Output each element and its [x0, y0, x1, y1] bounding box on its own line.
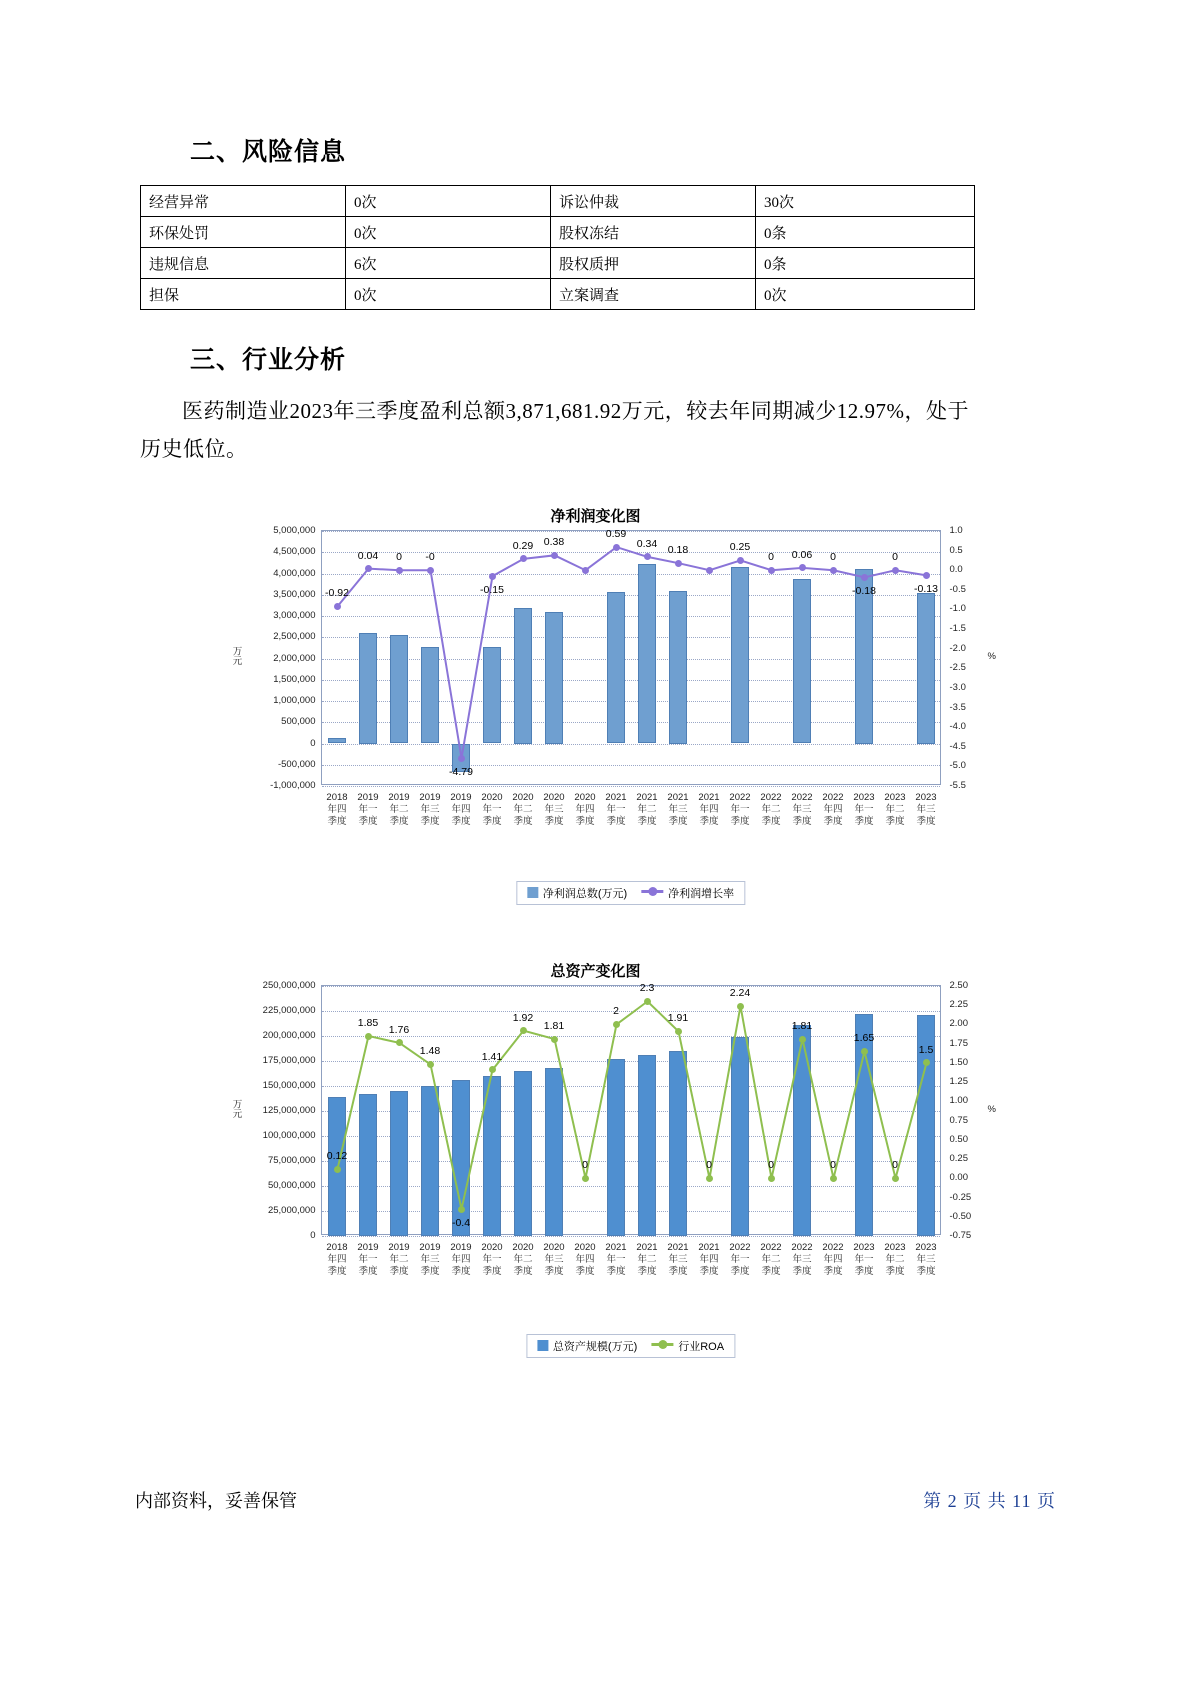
data-label: 0.06 [791, 548, 813, 561]
y-axis-tick-right: 2.50 [949, 980, 968, 991]
y-axis-tick-right: 0.50 [949, 1133, 968, 1145]
data-point [520, 1027, 527, 1034]
x-axis-tick: 2021年一季度 [605, 792, 627, 827]
data-point [334, 1166, 341, 1173]
y-axis-tick-left: 75,000,000 [267, 1155, 316, 1166]
data-label: 0 [582, 1159, 588, 1172]
y-axis-tick-right: 0.00 [949, 1172, 968, 1184]
x-axis-tick: 2019年四季度 [450, 1242, 472, 1277]
data-label: 1.76 [388, 1023, 410, 1036]
data-label: 1.5 [918, 1043, 934, 1056]
x-axis-tick: 2020年三季度 [543, 792, 565, 827]
data-label: 0.29 [512, 539, 534, 552]
data-label: 0 [892, 551, 898, 564]
data-label: 0 [892, 1159, 898, 1172]
data-point [334, 603, 341, 610]
x-axis-tick: 2021年二季度 [636, 1242, 658, 1277]
x-axis-tick: 2023年三季度 [915, 1242, 937, 1277]
chart-net-profit [0, 505, 1191, 900]
table-cell: 担保 [141, 279, 346, 310]
y-axis-tick-left: 2,000,000 [273, 652, 316, 664]
data-point [768, 567, 775, 574]
data-label: 0 [830, 1159, 836, 1172]
x-axis-tick: 2020年二季度 [512, 1242, 534, 1277]
x-axis-tick: 2020年四季度 [574, 1242, 596, 1277]
data-point [427, 1061, 434, 1068]
y-axis-title-left: 万元 [230, 1098, 242, 1118]
table-cell: 6次 [345, 248, 550, 279]
y-axis-tick-right: -3.0 [949, 681, 966, 693]
y-axis-tick-right: -2.0 [949, 642, 966, 654]
data-point [799, 1036, 806, 1043]
data-point [644, 553, 651, 560]
y-axis-tick-left: 0 [310, 737, 316, 749]
table-cell: 诉讼仲裁 [550, 186, 755, 217]
y-axis-tick-left: 1,500,000 [273, 673, 316, 685]
y-axis-tick-left: 2,500,000 [273, 631, 316, 643]
table-cell: 0条 [755, 217, 974, 248]
section-title-industry: 三、行业分析 [190, 346, 347, 374]
y-axis-tick-right: -1.5 [949, 623, 966, 635]
table-row [141, 186, 975, 217]
legend-line-swatch [641, 890, 663, 893]
data-label: -0.15 [480, 584, 504, 597]
data-point [551, 1036, 558, 1043]
legend-label-bar: 净利润总数(万元) [542, 888, 628, 900]
x-axis-tick: 2021年四季度 [698, 792, 720, 827]
x-axis-tick: 2022年二季度 [760, 1242, 782, 1277]
legend-line-swatch [651, 1343, 673, 1346]
data-label: -4.79 [449, 766, 473, 779]
x-axis-tick: 2021年三季度 [667, 792, 689, 827]
data-label: 0 [768, 551, 774, 564]
legend-bar-swatch [537, 1340, 548, 1351]
data-label: 0.25 [729, 541, 751, 554]
data-point [613, 1021, 620, 1028]
table-cell: 经营异常 [141, 186, 346, 217]
y-axis-tick-right: -5.0 [949, 760, 966, 772]
x-axis-tick: 2019年一季度 [357, 1242, 379, 1277]
data-point [458, 1206, 465, 1213]
legend-bar-swatch [527, 887, 538, 898]
data-label: 0.59 [605, 528, 627, 541]
legend-label-bar: 总资产规模(万元) [552, 1341, 638, 1353]
data-label: -0 [425, 551, 435, 564]
legend-label-line: 净利润增长率 [668, 888, 735, 900]
data-label: 0.34 [636, 537, 658, 550]
chart-legend [516, 881, 745, 905]
x-axis-tick: 2022年一季度 [729, 792, 751, 827]
data-point [675, 1028, 682, 1035]
x-axis-tick: 2022年三季度 [791, 1242, 813, 1277]
data-point [396, 567, 403, 574]
y-axis-tick-right: 1.00 [949, 1095, 968, 1107]
y-axis-tick-right: -5.5 [949, 780, 966, 791]
y-axis-tick-right: 2.00 [949, 1018, 968, 1030]
data-point [892, 567, 899, 574]
table-cell: 立案调查 [550, 279, 755, 310]
table-cell: 违规信息 [141, 248, 346, 279]
data-label: 0 [830, 551, 836, 564]
x-axis-tick: 2023年一季度 [853, 1242, 875, 1277]
table-cell: 30次 [755, 186, 974, 217]
table-row [141, 217, 975, 248]
table-row [141, 248, 975, 279]
y-axis-tick-right: 0.75 [949, 1114, 968, 1126]
y-axis-tick-right: 0.0 [949, 564, 963, 576]
data-label: 2 [613, 1005, 619, 1018]
x-axis-tick: 2022年一季度 [729, 1242, 751, 1277]
line-series [322, 531, 942, 786]
x-axis-tick: 2020年二季度 [512, 792, 534, 827]
y-axis-tick-right: -3.5 [949, 701, 966, 713]
industry-paragraph: 医药制造业2023年三季度盈利总额3,871,681.92万元，较去年同期减少12.97%，处于历史低位。 [140, 399, 969, 461]
y-axis-tick-right: -0.50 [949, 1210, 972, 1222]
data-label: -0.18 [852, 585, 876, 598]
x-axis-tick: 2022年四季度 [822, 1242, 844, 1277]
plot-area [230, 525, 996, 900]
legend-label-line: 行业ROA [678, 1341, 725, 1353]
x-axis-tick: 2023年二季度 [884, 1242, 906, 1277]
y-axis-tick-left: 175,000,000 [262, 1055, 316, 1066]
data-point [830, 1175, 837, 1182]
data-point [396, 1039, 403, 1046]
data-label: 0 [396, 551, 402, 564]
x-axis-tick: 2019年二季度 [388, 1242, 410, 1277]
table-cell: 股权冻结 [550, 217, 755, 248]
data-point [706, 567, 713, 574]
y-axis-tick-left: 500,000 [281, 716, 316, 728]
chart-legend [526, 1334, 735, 1358]
x-axis-tick: 2023年二季度 [884, 792, 906, 827]
y-axis-tick-left: -500,000 [277, 758, 316, 770]
x-axis-tick: 2021年二季度 [636, 792, 658, 827]
data-label: -0.13 [914, 583, 938, 596]
data-label: 0.12 [326, 1150, 348, 1163]
data-label: 1.92 [512, 1011, 534, 1024]
data-point [458, 755, 465, 762]
y-axis-tick-right: 0.25 [949, 1153, 968, 1165]
footer-left-text: 内部资料，妥善保管 [135, 1491, 297, 1511]
y-axis-tick-right: -0.5 [949, 583, 966, 595]
y-axis-tick-left: 0 [310, 1230, 316, 1241]
y-axis-tick-left: 125,000,000 [262, 1105, 316, 1116]
x-axis-tick: 2021年四季度 [698, 1242, 720, 1277]
y-axis-tick-left: 4,500,000 [273, 546, 316, 558]
data-point [551, 552, 558, 559]
data-label: -0.4 [451, 1217, 471, 1230]
table-row [141, 279, 975, 310]
y-axis-tick-right: 2.25 [949, 999, 968, 1011]
x-axis-tick: 2022年四季度 [822, 792, 844, 827]
y-axis-tick-right: 1.50 [949, 1056, 968, 1068]
data-point [830, 567, 837, 574]
data-point [923, 1059, 930, 1066]
data-point [768, 1175, 775, 1182]
gridline [322, 786, 940, 787]
data-point [613, 544, 620, 551]
y-axis-tick-left: 1,000,000 [273, 695, 316, 706]
data-point [489, 1066, 496, 1073]
data-point [675, 560, 682, 567]
data-point [520, 555, 527, 562]
x-axis-tick: 2023年一季度 [853, 792, 875, 827]
y-axis-tick-right: -4.5 [949, 740, 966, 752]
x-axis-tick: 2020年三季度 [543, 1242, 565, 1277]
data-label: -0.92 [325, 587, 349, 600]
x-axis-tick: 2021年一季度 [605, 1242, 627, 1277]
y-axis-tick-right: -0.75 [949, 1230, 972, 1241]
x-axis-tick: 2018年四季度 [326, 1242, 348, 1277]
data-label: 1.48 [419, 1045, 441, 1058]
y-axis-tick-right: 1.0 [949, 525, 963, 536]
data-point [582, 567, 589, 574]
gridline [322, 1236, 940, 1237]
x-axis-tick: 2019年一季度 [357, 792, 379, 827]
data-point [582, 1175, 589, 1182]
y-axis-tick-right: 0.5 [949, 544, 963, 556]
table-cell: 0条 [755, 248, 974, 279]
data-point [861, 574, 868, 581]
y-axis-tick-left: 3,500,000 [273, 588, 316, 600]
x-axis-tick: 2018年四季度 [326, 792, 348, 827]
data-label: 0.18 [667, 544, 689, 557]
data-label: 0 [706, 1159, 712, 1172]
y-axis-tick-right: 1.75 [949, 1037, 968, 1049]
table-cell: 0次 [345, 279, 550, 310]
y-axis-tick-left: 25,000,000 [267, 1205, 316, 1216]
y-axis-tick-left: 4,000,000 [273, 567, 316, 579]
x-axis-tick: 2019年三季度 [419, 1242, 441, 1277]
x-axis-tick: 2021年三季度 [667, 1242, 689, 1277]
data-point [892, 1175, 899, 1182]
data-point [365, 565, 372, 572]
y-axis-title-right: % [987, 650, 996, 662]
y-axis-tick-left: 225,000,000 [262, 1005, 316, 1016]
data-label: 1.81 [543, 1020, 565, 1033]
table-cell: 0次 [345, 186, 550, 217]
risk-info-table [140, 185, 975, 310]
data-label: 1.91 [667, 1012, 689, 1025]
x-axis-tick: 2022年二季度 [760, 792, 782, 827]
section-title-risk: 二、风险信息 [190, 138, 347, 166]
table-cell: 环保处罚 [141, 217, 346, 248]
data-label: 1.65 [853, 1032, 875, 1045]
table-cell: 股权质押 [550, 248, 755, 279]
data-point [706, 1175, 713, 1182]
y-axis-tick-left: 100,000,000 [262, 1130, 316, 1141]
table-cell: 0次 [755, 279, 974, 310]
y-axis-tick-left: -1,000,000 [270, 780, 316, 791]
x-axis-tick: 2023年三季度 [915, 792, 937, 827]
data-label: 1.81 [791, 1020, 813, 1033]
data-point [737, 1003, 744, 1010]
data-point [923, 572, 930, 579]
data-point [427, 567, 434, 574]
y-axis-tick-left: 50,000,000 [267, 1180, 316, 1191]
data-point [861, 1048, 868, 1055]
data-point [737, 557, 744, 564]
plot-area [230, 980, 996, 1353]
y-axis-tick-left: 200,000,000 [262, 1030, 316, 1041]
line-series [322, 986, 942, 1236]
y-axis-tick-left: 250,000,000 [262, 980, 316, 991]
x-axis-tick: 2019年二季度 [388, 792, 410, 827]
y-axis-tick-right: -0.25 [949, 1191, 972, 1203]
x-axis-tick: 2022年三季度 [791, 792, 813, 827]
y-axis-tick-left: 150,000,000 [262, 1080, 316, 1091]
y-axis-tick-left: 5,000,000 [273, 525, 316, 536]
x-axis-tick: 2020年一季度 [481, 792, 503, 827]
table-cell: 0次 [345, 217, 550, 248]
data-label: 2.24 [729, 987, 751, 999]
chart-title: 总资产变化图 [550, 963, 641, 980]
chart-title: 净利润变化图 [550, 508, 641, 525]
data-label: 2.3 [639, 982, 655, 995]
x-axis-tick: 2020年四季度 [574, 792, 596, 827]
y-axis-tick-right: -4.0 [949, 721, 966, 733]
x-axis-tick: 2019年三季度 [419, 792, 441, 827]
data-label: 1.41 [481, 1050, 503, 1063]
y-axis-title-left: 万元 [230, 645, 242, 665]
data-point [489, 573, 496, 580]
y-axis-tick-left: 3,000,000 [273, 610, 316, 621]
data-label: 0 [768, 1159, 774, 1172]
data-label: 1.85 [357, 1017, 379, 1029]
x-axis-tick: 2019年四季度 [450, 792, 472, 827]
data-label: 0.04 [357, 549, 379, 562]
y-axis-tick-right: -1.0 [949, 603, 966, 615]
footer-page-number: 第 2 页 共 11 页 [923, 1491, 1056, 1511]
y-axis-tick-right: 1.25 [949, 1076, 968, 1088]
x-axis-tick: 2020年一季度 [481, 1242, 503, 1277]
y-axis-tick-right: -2.5 [949, 662, 966, 674]
data-point [799, 564, 806, 571]
y-axis-title-right: % [987, 1103, 996, 1115]
data-point [365, 1033, 372, 1040]
chart-total-assets [0, 960, 1191, 1353]
data-point [644, 998, 651, 1005]
data-label: 0.38 [543, 536, 565, 549]
